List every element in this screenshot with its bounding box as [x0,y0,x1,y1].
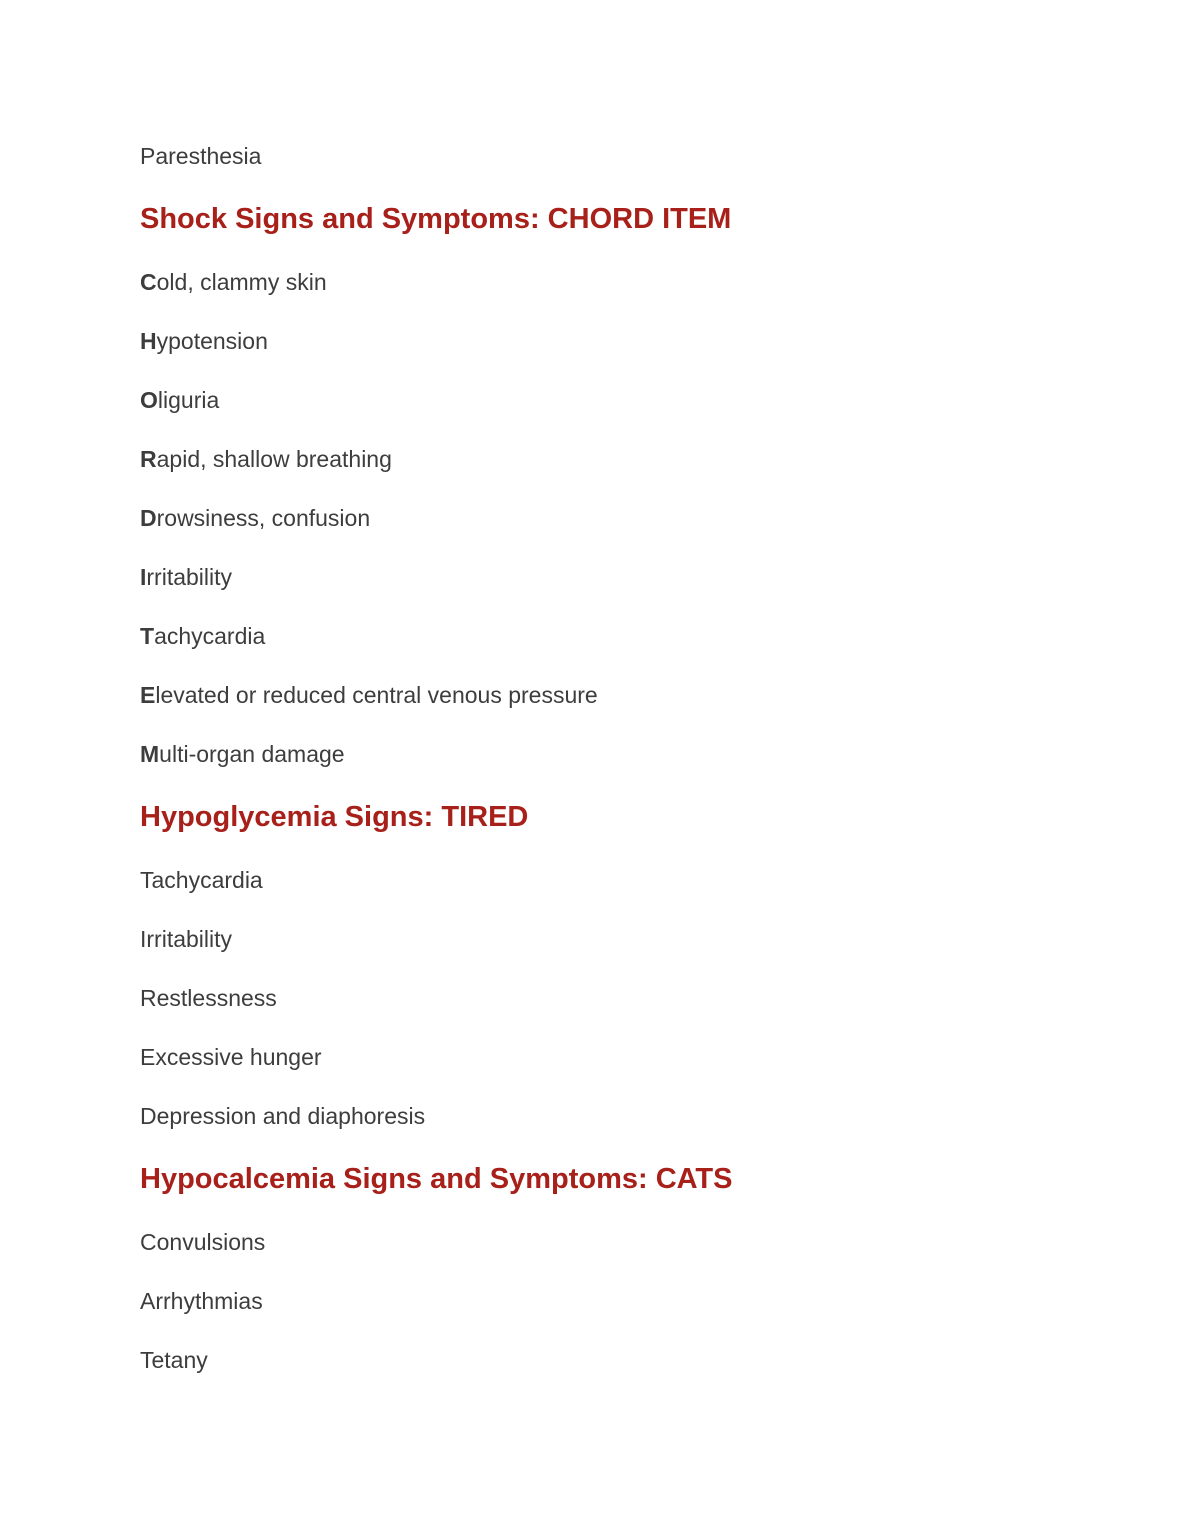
mnemonic-letter: T [140,623,155,649]
mnemonic-letter: R [140,446,157,472]
mnemonic-rest: ulti-organ damage [159,741,345,767]
paresthesia-text: Paresthesia [140,143,262,169]
hypoglycemia-heading: Hypoglycemia Signs: TIRED [140,801,529,833]
hypocalcemia-item: Convulsions [140,1229,266,1255]
mnemonic-rest: levated or reduced central venous pressure [155,682,598,708]
mnemonic-rest: achycardia [154,623,266,649]
mnemonic-letter: C [140,269,157,295]
mnemonic-letter: H [140,328,157,354]
shock-item-venous-pressure [140,680,598,710]
mnemonic-rest: rowsiness, confusion [156,505,371,531]
shock-item-irritability [140,562,232,592]
mnemonic-rest: ypotension [156,328,268,354]
shock-item-drowsiness [140,503,370,533]
mnemonic-letter: E [140,682,156,708]
hypocalcemia-item: Tetany [140,1347,208,1373]
hypoglycemia-item: Depression and diaphoresis [140,1103,426,1129]
shock-item-multi-organ [140,739,345,769]
mnemonic-rest: liguria [157,387,220,413]
mnemonic-letter: M [140,741,160,767]
shock-heading: Shock Signs and Symptoms: CHORD ITEM [140,203,732,235]
shock-item-hypotension [140,326,268,356]
hypocalcemia-heading: Hypocalcemia Signs and Symptoms: CATS [140,1163,733,1195]
hypoglycemia-item: Tachycardia [140,867,263,893]
shock-item-cold [140,267,327,297]
mnemonic-letter: I [140,564,147,590]
shock-item-oliguria [140,385,219,415]
mnemonic-letter: O [140,387,158,413]
mnemonic-rest: rritability [146,564,233,590]
shock-item-tachycardia [140,621,265,651]
mnemonic-rest: apid, shallow breathing [156,446,392,472]
hypoglycemia-item: Excessive hunger [140,1044,322,1070]
hypocalcemia-item: Arrhythmias [140,1288,263,1314]
mnemonic-rest: old, clammy skin [156,269,327,295]
mnemonic-letter: D [140,505,157,531]
hypoglycemia-item: Irritability [140,926,233,952]
shock-item-rapid-breathing [140,444,392,474]
hypoglycemia-item: Restlessness [140,985,277,1011]
